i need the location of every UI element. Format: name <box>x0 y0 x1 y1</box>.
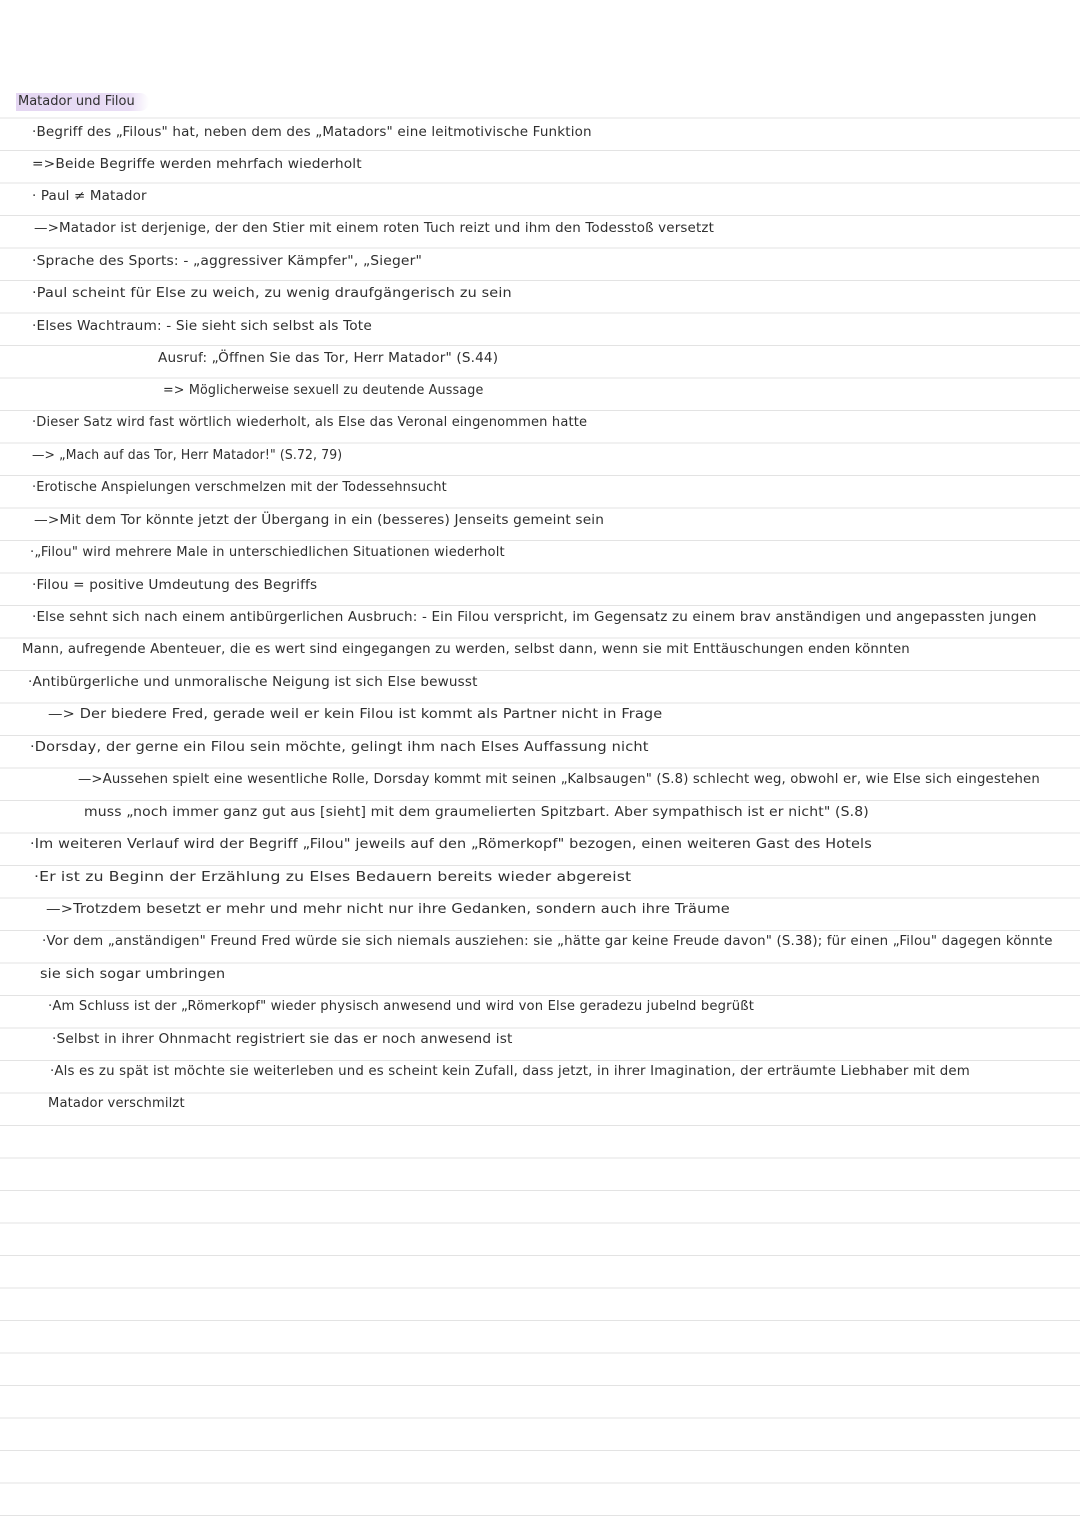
note-line: ·Dieser Satz wird fast wörtlich wiederholt, als Else das Veronal eingenommen hatte <box>32 415 588 430</box>
note-line: —>Trotzdem besetzt er mehr und mehr nicht nur ihre Gedanken, sondern auch ihre Träume <box>46 902 730 917</box>
note-line: ·Begriff des „Filous" hat, neben dem des „Matadors" eine leitmotivische Funktion <box>32 125 592 140</box>
note-line: ·Selbst in ihrer Ohnmacht registriert sie das er noch anwesend ist <box>52 1032 513 1047</box>
note-line: ·Antibürgerliche und unmoralische Neigung ist sich Else bewusst <box>28 675 478 690</box>
note-line: ·Erotische Anspielungen verschmelzen mit der Todessehnsucht <box>32 480 447 495</box>
note-line: ·Sprache des Sports: - „aggressiver Kämpfer", „Sieger" <box>32 254 422 269</box>
note-line: Matador verschmilzt <box>48 1096 185 1111</box>
note-line: muss „noch immer ganz gut aus [sieht] mit dem graumelierten Spitzbart. Aber sympathisch ist er nicht" (S.8) <box>84 805 869 820</box>
note-line: ·Vor dem „anständigen" Freund Fred würde sie sich niemals ausziehen: sie „hätte gar keine Freude davon" (S.38); für einen „Filou" dagegen könnte <box>42 934 1053 949</box>
note-line: ·Else sehnt sich nach einem antibürgerlichen Ausbruch: - Ein Filou verspricht, im Gegensatz zu einem brav anständigen und angepassten jungen <box>32 610 1037 625</box>
note-line: ·„Filou" wird mehrere Male in unterschiedlichen Situationen wiederholt <box>30 545 505 560</box>
page-title: Matador und Filou <box>16 93 149 111</box>
note-line: ·Als es zu spät ist möchte sie weiterleben und es scheint kein Zufall, dass jetzt, in ihrer Imagination, der erträumte Liebhaber mit dem <box>50 1064 970 1079</box>
note-line: Mann, aufregende Abenteuer, die es wert sind eingegangen zu werden, selbst dann, wenn sie mit Enttäuschungen enden könnten <box>22 642 910 657</box>
note-line: ·Elses Wachtraum: - Sie sieht sich selbst als Tote <box>32 319 372 334</box>
note-line: · Paul ≠ Matador <box>32 189 147 204</box>
note-line: ·Im weiteren Verlauf wird der Begriff „Filou" jeweils auf den „Römerkopf" bezogen, einen weiteren Gast des Hotels <box>30 837 872 852</box>
note-line: ·Er ist zu Beginn der Erzählung zu Elses Bedauern bereits wieder abgereist <box>34 870 632 885</box>
note-line: Ausruf: „Öffnen Sie das Tor, Herr Matador" (S.44) <box>158 351 499 366</box>
note-line: —> Der biedere Fred, gerade weil er kein Filou ist kommt als Partner nicht in Frage <box>48 707 663 722</box>
note-line: —>Matador ist derjenige, der den Stier mit einem roten Tuch reizt und ihm den Todesstoß versetzt <box>34 221 715 236</box>
note-line: => Möglicherweise sexuell zu deutende Aussage <box>163 383 484 398</box>
note-line: ·Dorsday, der gerne ein Filou sein möchte, gelingt ihm nach Elses Auffassung nicht <box>30 740 649 755</box>
note-line: ·Paul scheint für Else zu weich, zu wenig draufgängerisch zu sein <box>32 286 512 301</box>
note-line: —> „Mach auf das Tor, Herr Matador!" (S.72, 79) <box>32 448 343 463</box>
note-line: ·Filou = positive Umdeutung des Begriffs <box>32 578 318 593</box>
note-line: ·Am Schluss ist der „Römerkopf" wieder physisch anwesend und wird von Else geradezu jubelnd begrüßt <box>48 999 755 1014</box>
note-line: =>Beide Begriffe werden mehrfach wiederholt <box>32 157 362 172</box>
note-line: —>Mit dem Tor könnte jetzt der Übergang in ein (besseres) Jenseits gemeint sein <box>34 513 605 528</box>
note-line: sie sich sogar umbringen <box>40 967 226 982</box>
note-line: —>Aussehen spielt eine wesentliche Rolle, Dorsday kommt mit seinen „Kalbsaugen" (S.8) schlecht weg, obwohl er, wie Else sich eingestehen <box>78 772 1040 787</box>
